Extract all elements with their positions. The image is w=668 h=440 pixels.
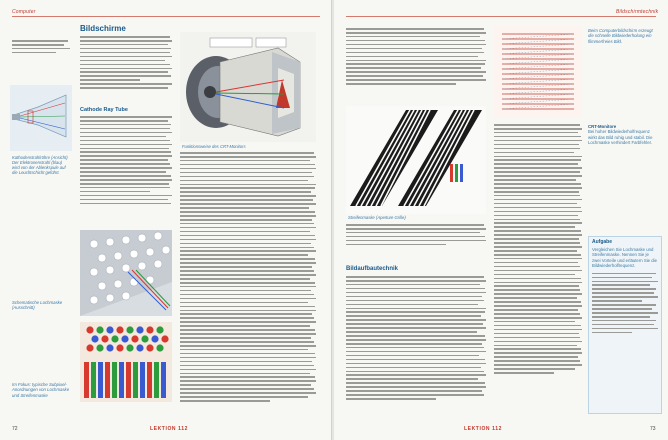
section-heading-crt: Cathode Ray Tube	[80, 107, 128, 113]
crt-tube-diagram	[10, 85, 72, 151]
right-page	[334, 0, 668, 440]
left-page	[0, 0, 332, 440]
aside-crt-monitore	[588, 124, 658, 146]
body-text-crt	[80, 116, 172, 226]
body-text-right-top	[346, 28, 486, 102]
raster-lines-illustration	[494, 26, 582, 118]
task-box-body: Vergleichen Sie Lochmaske und Streifenmaske. Nennen Sie je zwei Vorteile und erläutern Sie die Bildwiederholfrequenz.	[592, 247, 657, 269]
body-text-right-column	[494, 124, 582, 422]
task-box-lines	[589, 269, 661, 334]
caption-crt-function: Funktionsweise des CRT-Monitors	[182, 144, 246, 149]
aside-intro	[12, 40, 72, 56]
body-text-right-mid	[346, 224, 486, 264]
aside-body: Bei hoher Bildwiederholfrequenz wirkt das Bild ruhig und stabil. Die Lochmaske verhindert Farbfehler.	[588, 129, 653, 146]
aside-right-top: Beim Computerbildschirm erzeugt die schnelle Bildwiederholung ein flimmerfreies Bild.	[588, 28, 653, 44]
body-text-column-2	[180, 152, 316, 422]
page-number-left: 72	[12, 426, 18, 432]
caption-aperture-grille: Streifenmaske (Aperture Grille)	[348, 215, 406, 220]
shadow-mask-illustration	[80, 230, 172, 316]
footer-left: LEKTION 112	[150, 426, 188, 432]
header-rule	[12, 16, 320, 17]
body-text-intro	[80, 36, 172, 104]
section-heading-bildaufbau: Bildaufbautechnik	[346, 266, 399, 272]
aside-title: CRT-Monitore	[588, 124, 617, 129]
task-box	[588, 236, 662, 414]
page-number-right: 73	[650, 426, 656, 432]
body-text-bildaufbau	[346, 276, 486, 422]
subpixel-pattern-illustration	[80, 322, 172, 402]
crt-cutaway-figure	[180, 32, 316, 142]
running-head-left: Computer	[12, 9, 36, 15]
page-heading: Bildschirme	[80, 24, 126, 33]
footer-right: LEKTION 112	[464, 426, 502, 432]
task-box-title: Aufgabe	[592, 239, 612, 245]
running-head-right: Bildschirmtechnik	[616, 9, 659, 15]
caption-crt: Kathodenstrahlröhre (Ansicht) Der Elektronenstrahl (blau) wird von der Ablenkspule auf die Leuchtschicht geführt.	[12, 155, 68, 175]
caption-subpixel: Im Fokus: typische Subpixel-Anordnungen von Lochmaske und Streifenmaske	[12, 382, 70, 398]
aperture-grille-figure	[346, 106, 486, 214]
header-rule-right	[346, 16, 656, 17]
caption-shadow-mask: Schematische Lochmaske (Ausschnitt)	[12, 300, 63, 311]
